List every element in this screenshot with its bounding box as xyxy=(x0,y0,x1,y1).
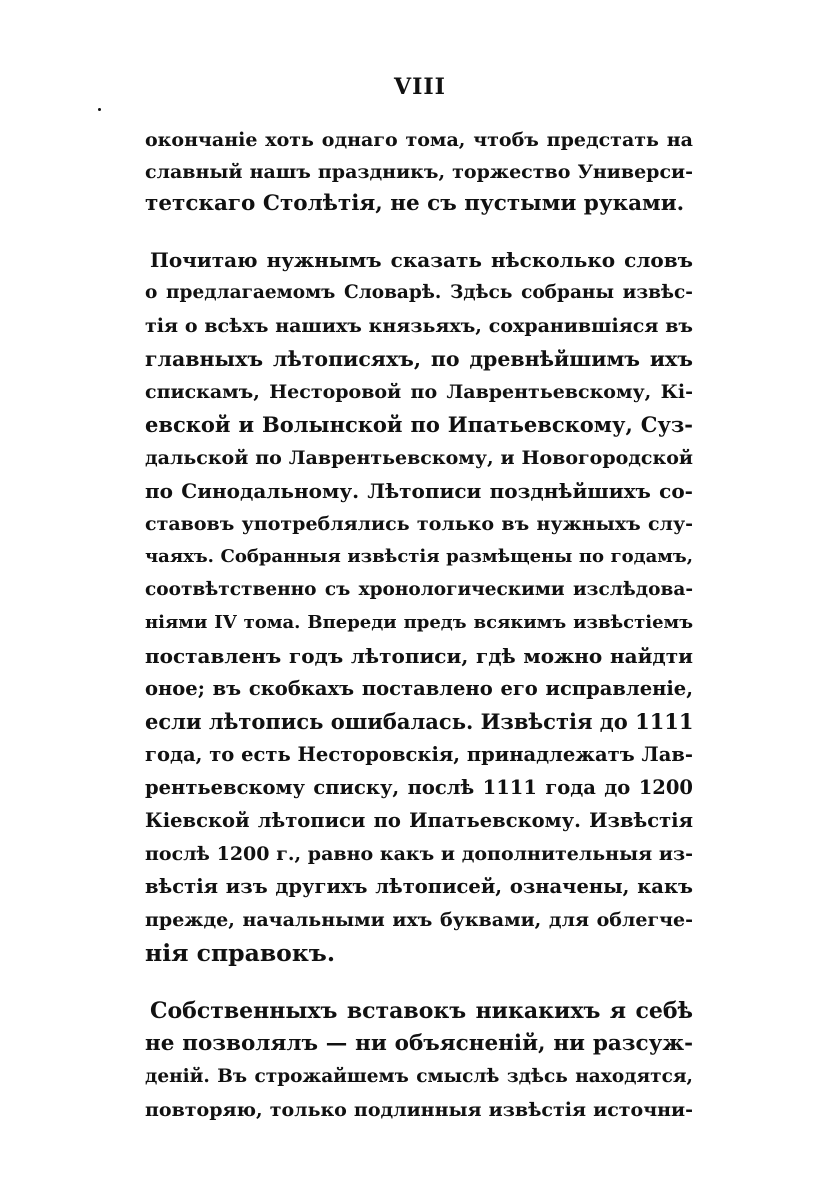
text-line: повторяю, только подлинныя извѣстія источни- xyxy=(145,1099,693,1121)
text-line: поставленъ годъ лѣтописи, гдѣ можно найдти xyxy=(145,644,693,668)
text-line: Почитаю нужнымъ сказать нѣсколько словъ xyxy=(150,248,693,272)
text-line: года, то есть Несторовскія, принадлежатъ Лав- xyxy=(145,743,693,766)
text-line: окончаніе хоть однаго тома, чтобъ предстать на xyxy=(145,129,693,151)
text-line: Собственныхъ вставокъ никакихъ я себѣ xyxy=(150,998,693,1024)
text-line: Кіевской лѣтописи по Ипатьевскому. Извѣстія xyxy=(145,809,693,832)
text-line: славный нашъ праздникъ, торжество Универси- xyxy=(145,161,693,183)
text-line: если лѣтопись ошибалась. Извѣстія до 1111 xyxy=(145,709,694,734)
text-line: евской и Волынской по Ипатьевскому, Суз- xyxy=(145,412,693,437)
text-line: о предлагаемомъ Словарѣ. Здѣсь собраны извѣс- xyxy=(145,282,693,303)
text-line: главныхъ лѣтописяхъ, по древнѣйшимъ ихъ xyxy=(145,347,693,371)
text-line: ніями IV тома. Впереди предъ всякимъ извѣстіемъ xyxy=(145,612,693,633)
page-number: VIII xyxy=(394,74,446,100)
text-line: соотвѣтственно съ хронологическими изслѣдова- xyxy=(145,579,693,600)
text-line: по Синодальному. Лѣтописи позднѣйшихъ со- xyxy=(145,479,693,503)
text-line: деній. Въ строжайшемъ смыслѣ здѣсь находятся, xyxy=(145,1066,693,1087)
text-line: спискамъ, Несторовой по Лаврентьевскому, Кі- xyxy=(145,381,693,403)
text-line: ставовъ употреблялись только въ нужныхъ слу- xyxy=(145,513,693,535)
text-line: тетскаго Столѣтія, не съ пустыми руками. xyxy=(145,191,685,216)
text-line: чаяхъ. Собранныя извѣстія размѣщены по годамъ, xyxy=(145,546,693,567)
text-line: оное; въ скобкахъ поставлено его исправленіе, xyxy=(145,677,693,700)
text-line: вѣстія изъ другихъ лѣтописей, означены, какъ xyxy=(145,875,693,898)
text-line: не позволялъ — ни объясненій, ни разсуж- xyxy=(145,1031,693,1056)
text-line: послѣ 1200 г., равно какъ и дополнительныя из- xyxy=(145,843,693,865)
text-line: прежде, начальными ихъ буквами, для облегче- xyxy=(145,909,693,931)
text-line: рентьевскому списку, послѣ 1111 года до 1200 xyxy=(145,776,693,799)
text-line: дальской по Лаврентьевскому, и Новогородской xyxy=(145,447,693,469)
text-line: нія справокъ. xyxy=(145,939,336,967)
text-line: тія о всѣхъ нашихъ князьяхъ, сохранившіяся въ xyxy=(145,315,693,337)
ink-speck xyxy=(98,108,101,111)
